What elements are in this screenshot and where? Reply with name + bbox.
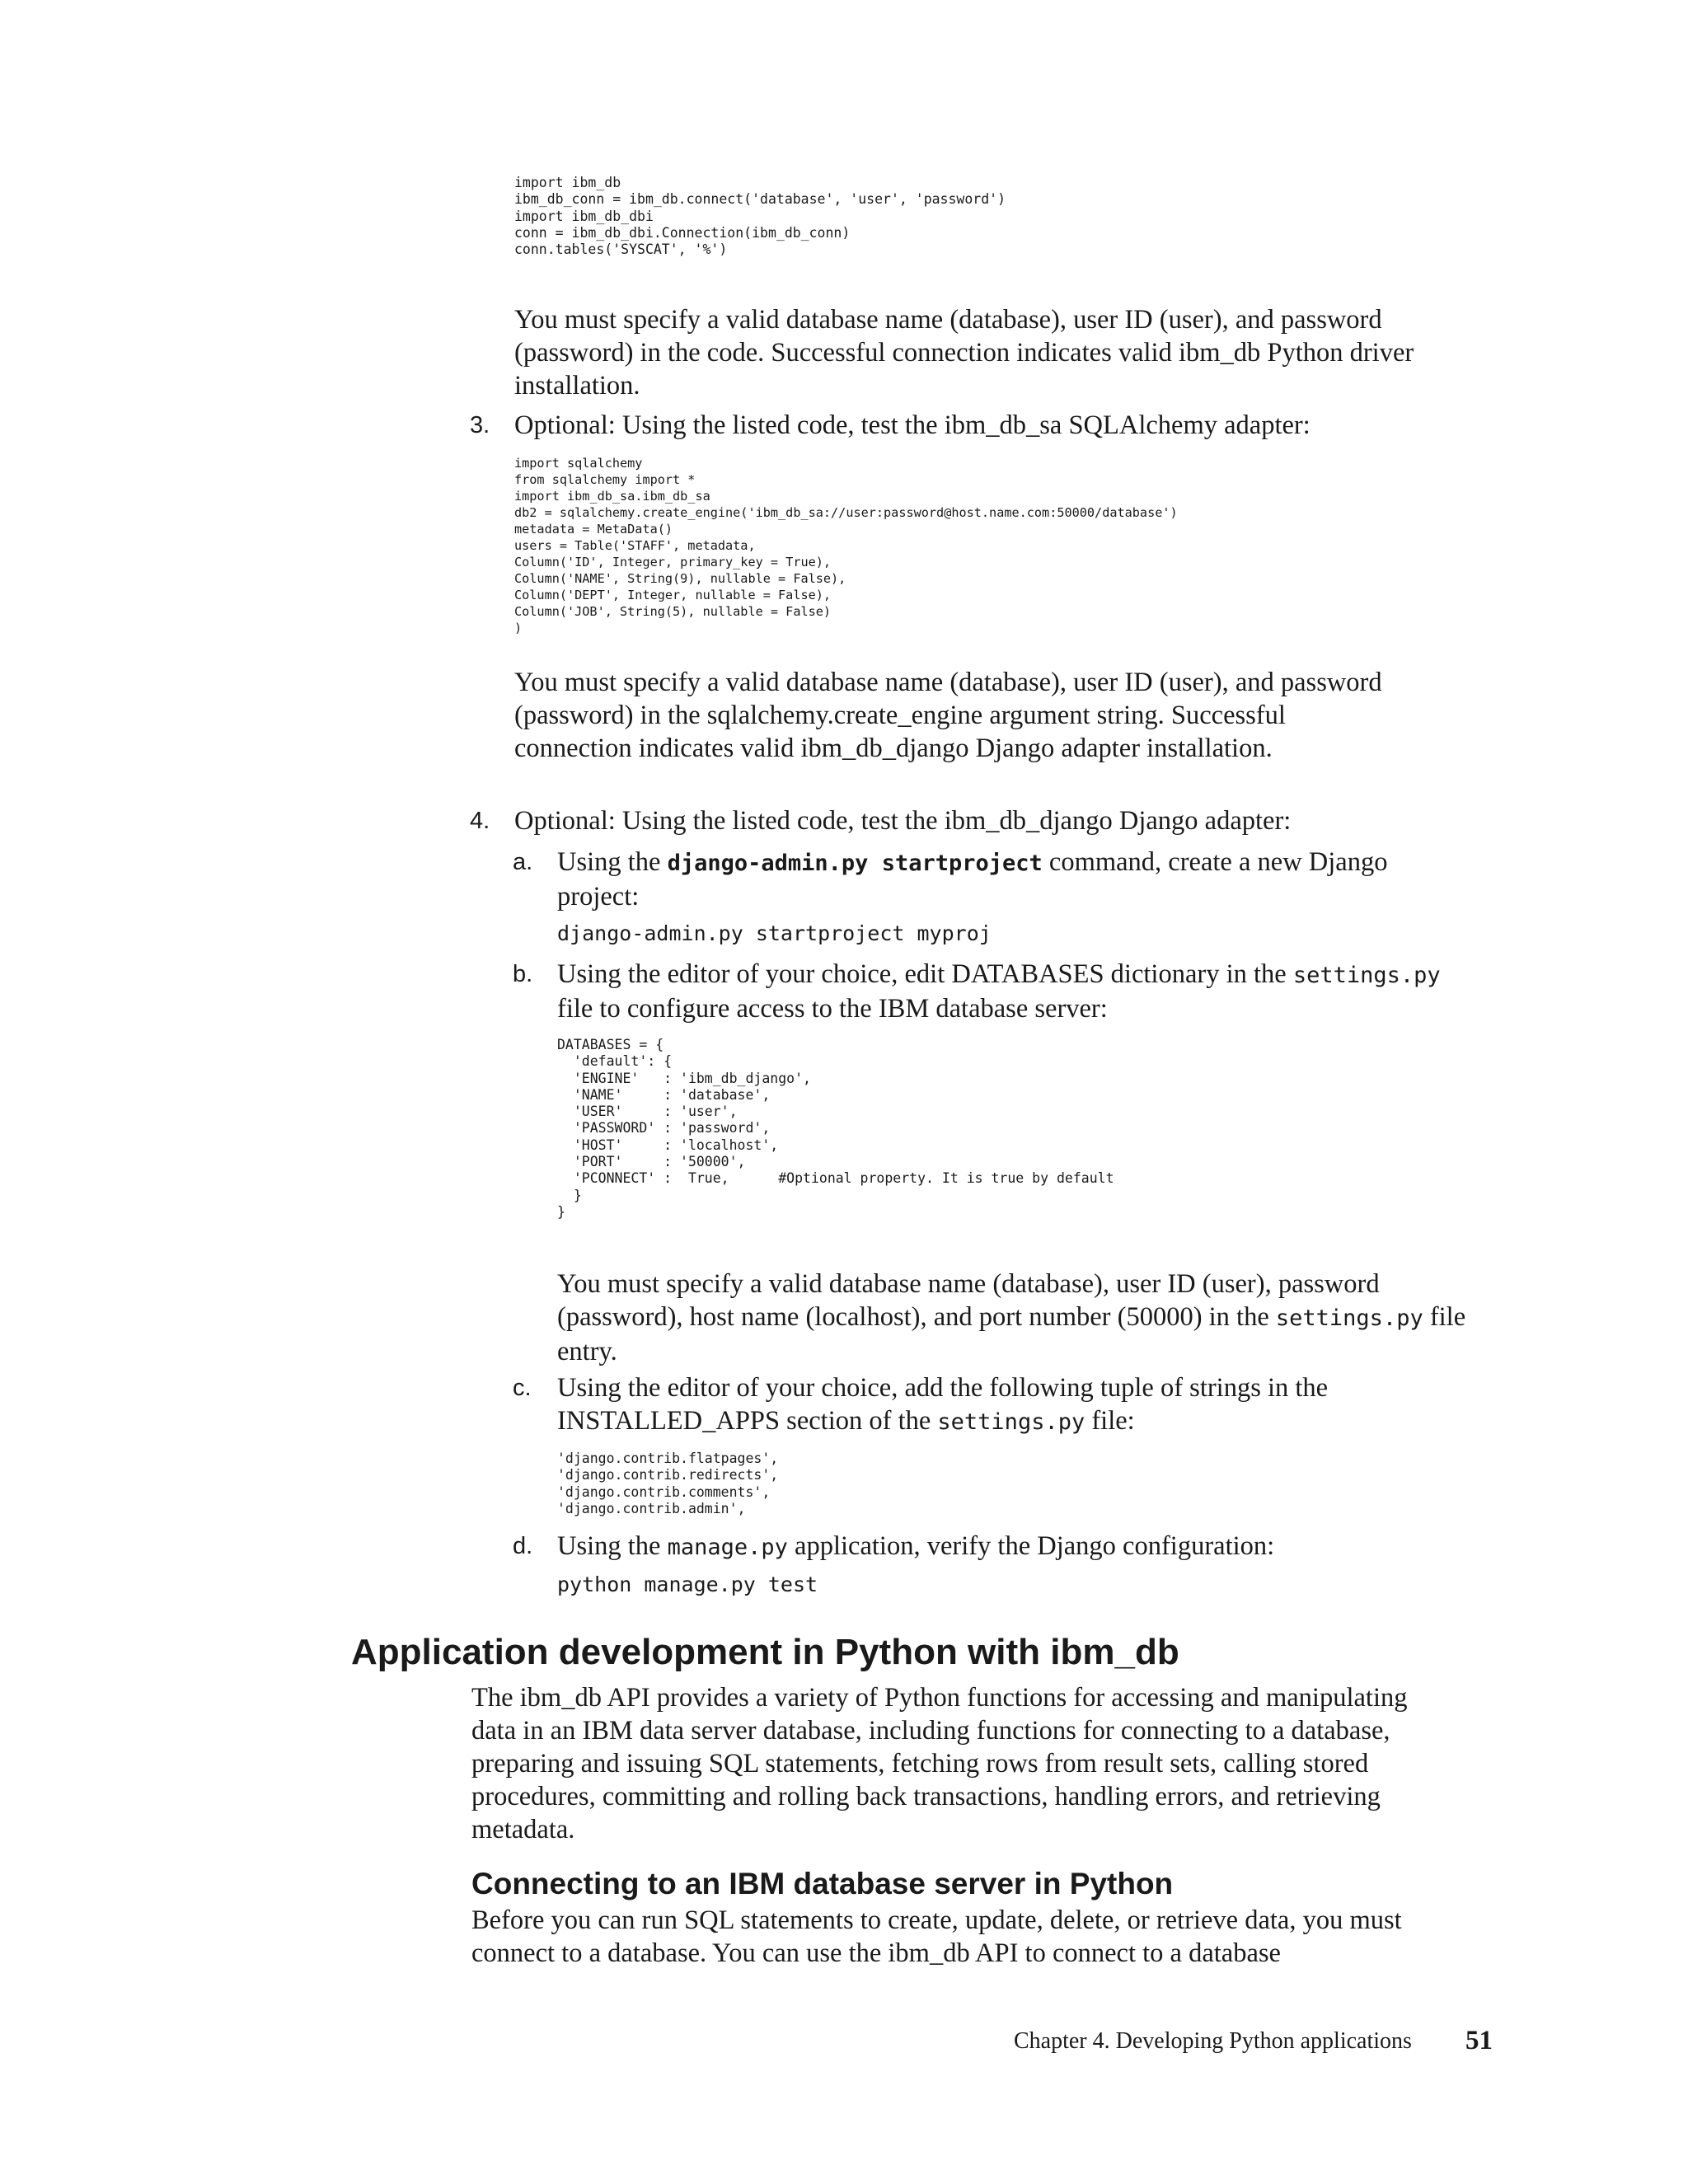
- substep-b-text: Using the editor of your choice, edit DATABASES dictionary in the settings.py file to configure access to the IBM database server:: [557, 959, 1441, 1024]
- code-line: conn.tables('SYSCAT', '%'): [514, 241, 728, 258]
- code-line: ibm_db_conn = ibm_db.connect('database', 'user', 'password'): [514, 191, 1006, 208]
- section-heading: Application development in Python with ibm_db: [351, 1632, 1179, 1672]
- subsection-body: Before you can run SQL statements to create, update, delete, or retrieve data, you must connect to a database. You can use the ibm_db API to connect to a database: [471, 1905, 1402, 1968]
- code-block-connection: [514, 175, 1006, 258]
- command-manage-test: python manage.py test: [557, 1572, 818, 1596]
- code-line: import ibm_db_dbi: [514, 208, 654, 224]
- code-block-installed-apps: 'django.contrib.flatpages', 'django.contrib.redirects', 'django.contrib.comments', 'django.contrib.admin',: [557, 1451, 779, 1516]
- substep-marker: a.: [513, 849, 533, 875]
- substep-c-text: Using the editor of your choice, add the following tuple of strings in the INSTALLED_APPS section of the settings.py file:: [557, 1373, 1329, 1436]
- command-startproject: django-admin.py startproject myproj: [557, 921, 992, 945]
- code-line: import ibm_db: [514, 175, 621, 190]
- file-name: settings.py: [937, 1409, 1085, 1435]
- substep-marker: b.: [513, 961, 533, 987]
- file-name: manage.py: [667, 1535, 788, 1560]
- subsection-heading: Connecting to an IBM database server in Python: [471, 1867, 1174, 1900]
- substep-marker: d.: [513, 1533, 533, 1559]
- step-3-text: Optional: Using the listed code, test the ibm_db_sa SQLAlchemy adapter:: [514, 410, 1311, 440]
- paragraph-sqlalchemy-note: You must specify a valid database name (database), user ID (user), and password (password) in the sqlalchemy.create_engine argument string. Successful connection indicates valid ibm_db_django Django adapter installation.: [514, 668, 1382, 763]
- command-name: django-admin.py startproject: [667, 851, 1043, 876]
- substep-marker: c.: [513, 1375, 532, 1401]
- footer-chapter: Chapter 4. Developing Python applications: [1014, 2028, 1412, 2054]
- section-body: The ibm_db API provides a variety of Python functions for accessing and manipulating data in an IBM data server database, including functions for connecting to a database, preparing and issuing SQL statements, fetching rows from result sets, calling stored procedures, committing and rolling back transactions, handling errors, and retrieving metadata.: [471, 1683, 1408, 1844]
- paragraph-settings-note: You must specify a valid database name (database), user ID (user), password (password), host name (localhost), and port number (50000) in the settings.py file entry.: [557, 1269, 1466, 1366]
- code-line: conn = ibm_db_dbi.Connection(ibm_db_conn): [514, 224, 851, 241]
- file-name: settings.py: [1275, 1305, 1423, 1331]
- code-block-sqlalchemy: import sqlalchemy from sqlalchemy import * import ibm_db_sa.ibm_db_sa db2 = sqlalchemy.create_engine('ibm_db_sa://user:password@host.name.com:50000/database') metadata = MetaData() users = Table('STAFF', metadata, Column('ID', Integer, primary_key = True), Column('NAME', String(9), nullable = False), Column('DEPT', Integer, nullable = False), Column('JOB', String(5), nullable = False) ): [514, 456, 1178, 635]
- page-number: 51: [1465, 2026, 1493, 2055]
- paragraph-driver-note: You must specify a valid database name (database), user ID (user), and password (password) in the code. Successful connection indicates valid ibm_db Python driver installation.: [514, 305, 1414, 401]
- substep-a-text: Using the django-admin.py startproject command, create a new Django project:: [557, 847, 1388, 912]
- step-4-text: Optional: Using the listed code, test the ibm_db_django Django adapter:: [514, 806, 1292, 836]
- step-number: 4.: [470, 808, 490, 834]
- step-number: 3.: [470, 412, 490, 438]
- code-block-databases: DATABASES = { 'default': { 'ENGINE' : 'ibm_db_django', 'NAME' : 'database', 'USER' : 'user', 'PASSWORD' : 'password', 'HOST' : 'localhost', 'PORT' : '50000', 'PCONNECT' : True, #Optional property. It is true by default } }: [557, 1037, 1114, 1220]
- substep-d-text: Using the manage.py application, verify the Django configuration:: [557, 1531, 1275, 1561]
- file-name: settings.py: [1292, 963, 1441, 988]
